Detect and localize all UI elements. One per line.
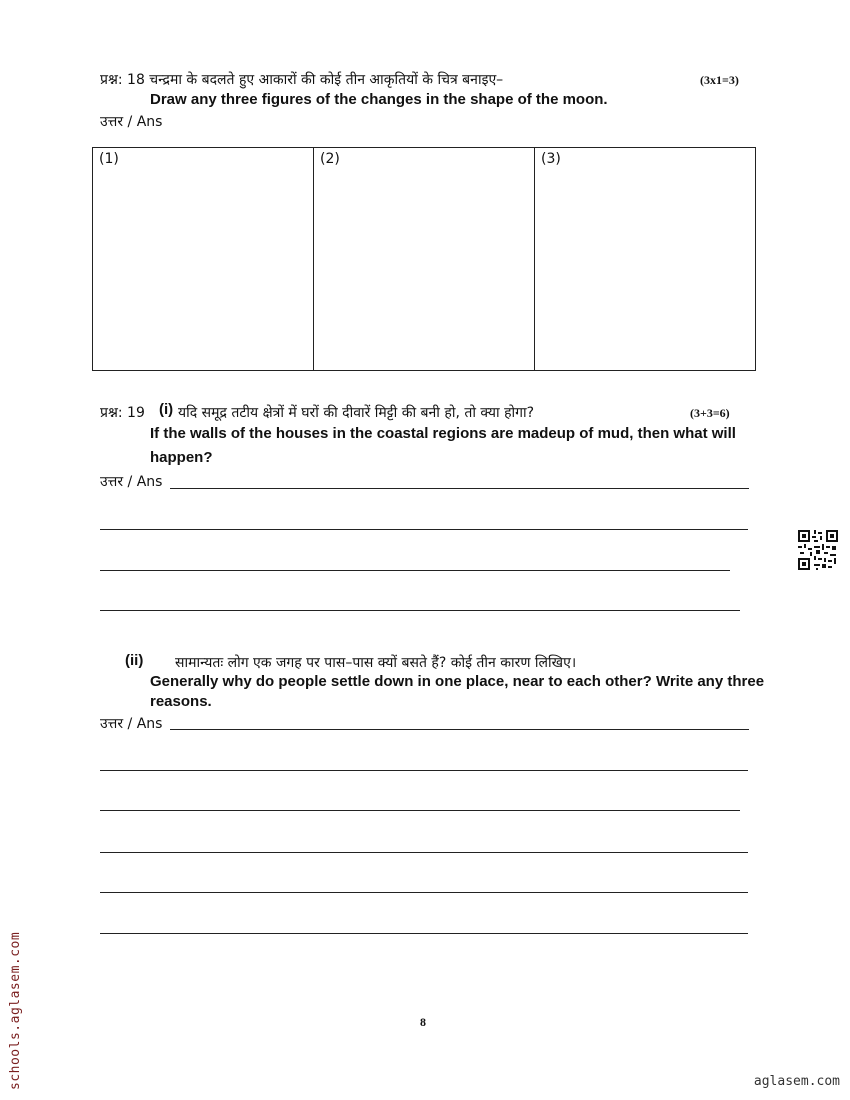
q18-marks: (3x1=3) — [700, 73, 739, 87]
drawing-box-1[interactable] — [93, 148, 314, 370]
answer-line[interactable] — [170, 488, 749, 489]
box-label-2: (2) — [320, 151, 340, 167]
q19-part-ii-hindi: सामान्यतः लोग एक जगह पर पास–पास क्यों बसते हैं? कोई तीन कारण लिखिए। — [175, 655, 577, 671]
answer-line[interactable] — [170, 729, 749, 730]
answer-line[interactable] — [100, 610, 740, 611]
answer-line[interactable] — [100, 570, 730, 571]
answer-line[interactable] — [100, 770, 748, 771]
q19-i-answer-label: उत्तर / Ans — [100, 474, 163, 490]
q19-ii-answer-label: उत्तर / Ans — [100, 716, 163, 732]
answer-line[interactable] — [100, 892, 748, 893]
q19-part-i-english-2: happen? — [150, 449, 213, 466]
answer-line[interactable] — [100, 810, 740, 811]
answer-line[interactable] — [100, 852, 748, 853]
drawing-box-2[interactable] — [314, 148, 535, 370]
q19-part-i-english-1: If the walls of the houses in the coastal regions are madeup of mud, then what will — [150, 425, 736, 442]
q19-part-i-number: (i) — [159, 401, 174, 418]
q19-part-ii-number: (ii) — [125, 652, 144, 669]
footer-watermark: aglasem.com — [753, 1074, 840, 1089]
qr-code-icon — [798, 530, 838, 570]
q19-prefix: प्रश्न: 19 — [100, 405, 145, 421]
box-label-3: (3) — [541, 151, 561, 167]
q19-marks: (3+3=6) — [690, 406, 730, 420]
q18-answer-label: उत्तर / Ans — [100, 114, 163, 130]
side-watermark: schools.aglasem.com — [8, 931, 23, 1090]
q19-part-ii-english-1: Generally why do people settle down in one place, near to each other? Write any three — [150, 673, 765, 690]
answer-line[interactable] — [100, 529, 748, 530]
answer-line[interactable] — [100, 933, 748, 934]
box-label-1: (1) — [99, 151, 119, 167]
q19-part-ii-english-2: reasons. — [150, 693, 212, 710]
drawing-box-3[interactable] — [535, 148, 755, 370]
moon-drawing-boxes — [92, 147, 756, 371]
page-number: 8 — [420, 1015, 426, 1029]
q18-hindi: प्रश्न: 18 चन्द्रमा के बदलते हुए आकारों की कोई तीन आकृतियों के चित्र बनाइए– — [100, 72, 504, 88]
q19-part-i-hindi: यदि समूद्र तटीय क्षेत्रों में घरों की दीवारें मिट्टी की बनी हो, तो क्या होगा? — [178, 405, 535, 421]
q18-english: Draw any three figures of the changes in the shape of the moon. — [150, 91, 608, 108]
